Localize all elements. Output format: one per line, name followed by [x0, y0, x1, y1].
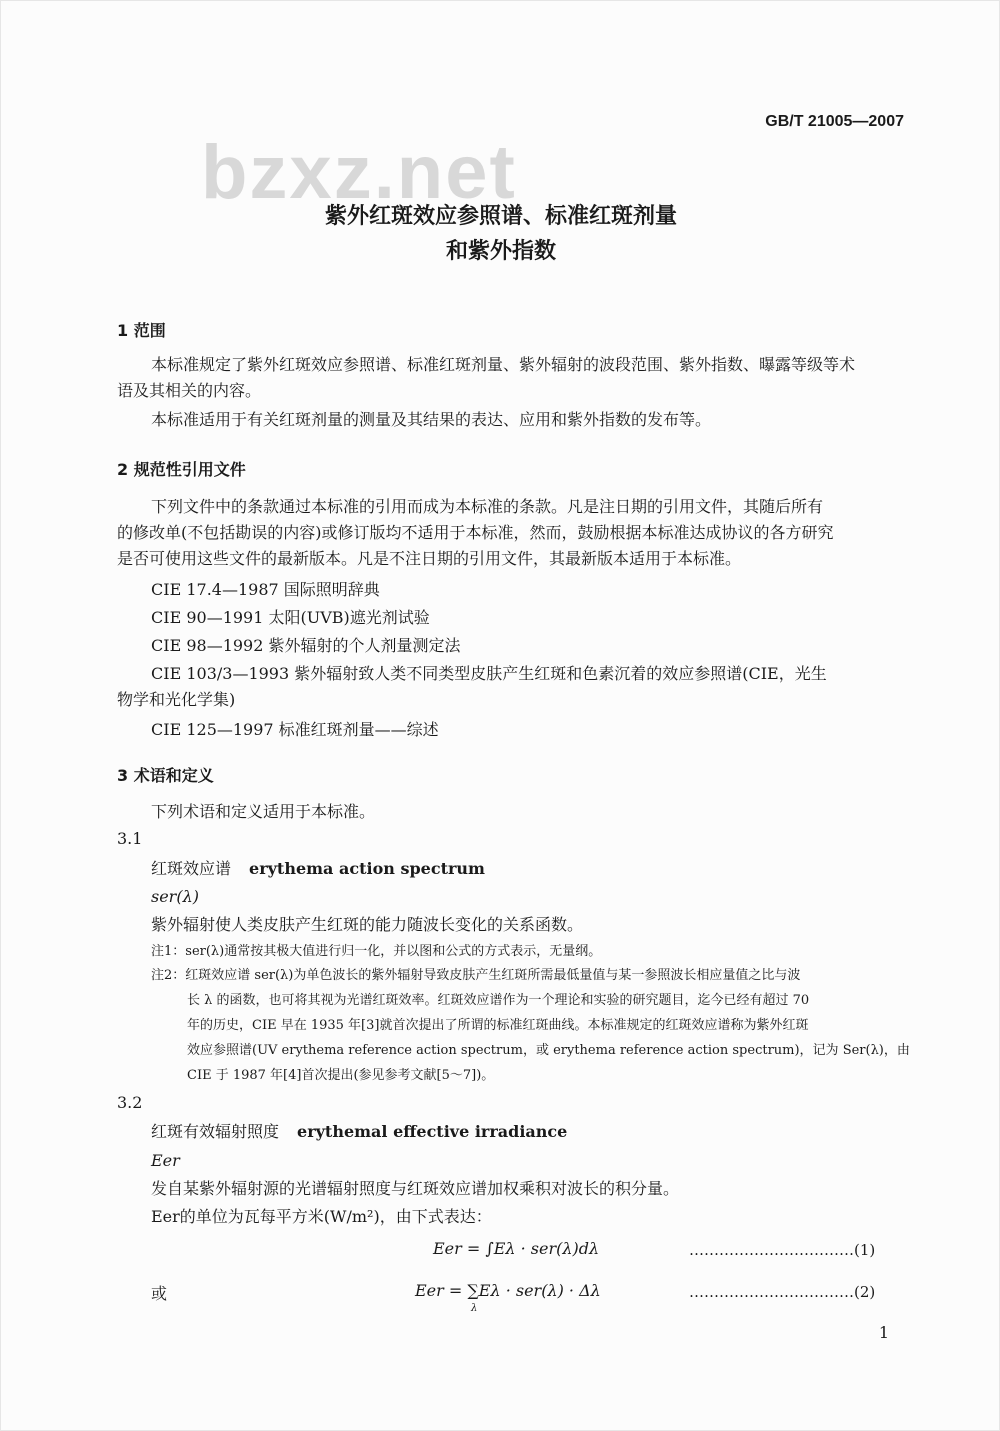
section-3-heading: 3 术语和定义	[117, 766, 214, 785]
document-title-line1: 紫外红斑效应参照谱、标准红斑剂量	[324, 204, 677, 229]
standard-number: GB/T 21005—2007	[765, 113, 904, 130]
reference-item-continued: 物学和光化学集)	[117, 690, 236, 709]
note-line: CIE 于 1987 年[4]首次提出(参见参考文献[5～7])。	[187, 1068, 495, 1083]
note-2	[151, 963, 911, 1088]
section-2-heading: 2 规范性引用文件	[117, 460, 246, 479]
term-symbol: Eer	[151, 1151, 180, 1170]
equation-1: Eer = ∫Eλ · ser(λ)dλ	[433, 1239, 600, 1258]
reference-item: CIE 17.4—1987 国际照明辞典	[151, 580, 380, 599]
text-line: 下列文件中的条款通过本标准的引用而成为本标准的条款。凡是注日期的引用文件，其随后所有	[151, 497, 824, 516]
clause-number-3-1: 3.1	[117, 829, 143, 848]
note-line: 效应参照谱(UV erythema reference action spectrum，或 erythema reference action spectrum)，记为 Ser(λ)，由	[187, 1043, 910, 1058]
equation-1-number: ……………………………(1)	[689, 1241, 876, 1259]
note-line: 年的历史，CIE 早在 1935 年[3]就首次提出了所谓的标准红斑曲线。本标准规定的红斑效应谱称为紫外红斑	[187, 1018, 809, 1033]
term-symbol: ser(λ)	[151, 887, 199, 906]
unit-statement: Eer的单位为瓦每平方米(W/m²)，由下式表达：	[151, 1207, 492, 1226]
page-number: 1	[878, 1323, 889, 1342]
term-chinese: 红斑效应谱	[151, 859, 232, 878]
text-line: 是否可使用这些文件的最新版本。凡是不注日期的引用文件，其最新版本适用于本标准。	[117, 549, 742, 568]
term-chinese: 红斑有效辐射照度	[151, 1122, 280, 1141]
note-line: 注2：红斑效应谱 ser(λ)为单色波长的紫外辐射导致皮肤产生红斑所需最低量值与某一参照波长相应量值之比与波	[151, 968, 801, 983]
text-line: 的修改单(不包括勘误的内容)或修订版均不适用于本标准，然而，鼓励根据本标准达成协议的各方研究	[117, 523, 834, 542]
text-line: 语及其相关的内容。	[117, 381, 262, 400]
term-3-2	[151, 1119, 567, 1145]
term-definition: 发自某紫外辐射源的光谱辐射照度与红斑效应谱加权乘积对波长的积分量。	[151, 1179, 680, 1198]
or-label: 或	[151, 1284, 168, 1303]
equation-2-subscript: λ	[471, 1303, 478, 1314]
text-line: 本标准规定了紫外红斑效应参照谱、标准红斑剂量、紫外辐射的波段范围、紫外指数、曝露等级等术	[151, 355, 856, 374]
equation-2-number: ……………………………(2)	[689, 1283, 876, 1301]
clause-number-3-2: 3.2	[117, 1093, 143, 1112]
term-english: erythemal effective irradiance	[297, 1122, 568, 1141]
section-3-intro: 下列术语和定义适用于本标准。	[151, 802, 376, 821]
reference-item: CIE 90—1991 太阳(UVB)遮光剂试验	[151, 608, 430, 627]
document-title-line2: 和紫外指数	[445, 239, 556, 264]
term-definition: 紫外辐射使人类皮肤产生红斑的能力随波长变化的关系函数。	[151, 915, 584, 934]
section-1-heading: 1 范围	[117, 321, 166, 340]
term-3-1	[151, 856, 485, 882]
section-1-paragraph-2: 本标准适用于有关红斑剂量的测量及其结果的表达、应用和紫外指数的发布等。	[151, 410, 712, 429]
reference-item: CIE 98—1992 紫外辐射的个人剂量测定法	[151, 636, 461, 655]
section-1-paragraph-1	[117, 352, 909, 404]
term-english: erythema action spectrum	[249, 859, 485, 878]
reference-item: CIE 103/3—1993 紫外辐射致人类不同类型皮肤产生红斑和色素沉着的效应参照谱(CIE，光生	[151, 664, 827, 683]
equation-2: Eer = ∑Eλ · ser(λ) · Δλ	[415, 1281, 601, 1300]
reference-item: CIE 125—1997 标准红斑剂量——综述	[151, 720, 439, 739]
watermark: bzxz.net	[201, 130, 517, 215]
section-2-paragraph	[117, 494, 909, 572]
note-line: 长 λ 的函数，也可将其视为光谱红斑效率。红斑效应谱作为一个理论和实验的研究题目，迄今已经有超过 70	[187, 993, 810, 1008]
note-1: 注1：ser(λ)通常按其极大值进行归一化，并以图和公式的方式表示，无量纲。	[151, 944, 602, 959]
